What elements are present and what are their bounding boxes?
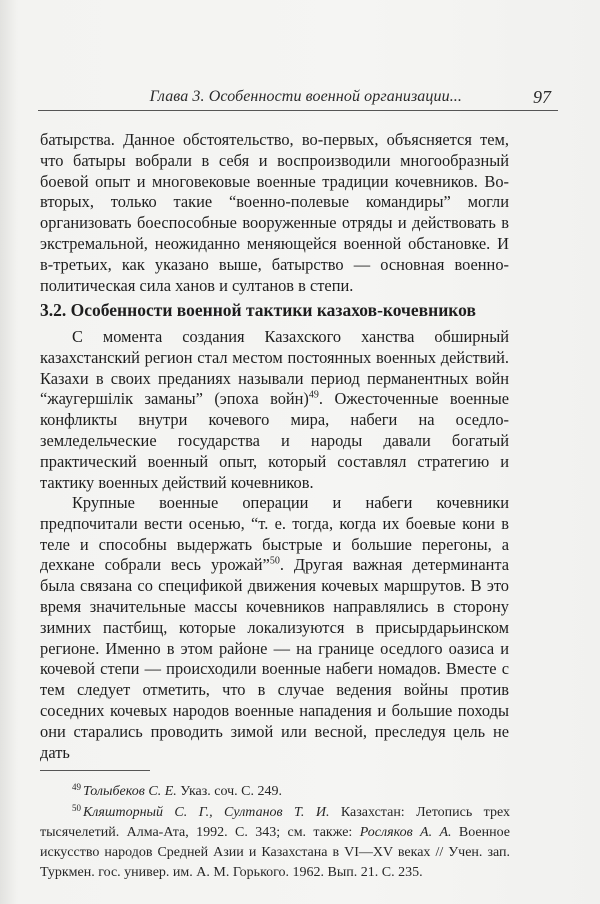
paragraph-text-continued: . Ожесточенные военные конфликты внутри кочевого мира, набеги на оседло-земледельческие государства и народы давали богатый практический военный опыт, который составлял стратегию и тактику военных действий кочевников. [40, 389, 509, 492]
section-heading: 3.2. Особенности военной тактики казахов-кочевников [40, 300, 476, 320]
paragraph-section-intro [40, 327, 509, 493]
footnote-author: Кляшторный С. Г., Султанов Т. И. [83, 805, 330, 820]
footnote-text: Указ. соч. С. 249. [176, 784, 283, 799]
paragraph-continuation: батырства. Данное обстоятельство, во-первых, объясняется тем, что батыры вобрали в себя и воспроизводили многообразный боевой опыт и многовековые военные традиции кочевников. Во-вторых, только такие “военно-полевые командиры” могли организовать боеспособные вооруженные отряды и действовать в экстремальной, неожиданно меняющейся военной обстановке. И в-третьих, как указано выше, батырство — основная военно-политическая сила ханов и султанов в степи. [40, 130, 509, 295]
header-chapter-title: Глава 3. Особенности военной организации... [149, 88, 462, 105]
footnote-ref-49[interactable]: 49 [308, 389, 319, 401]
footnote-ref-50[interactable]: 50 [269, 555, 280, 567]
footnote-number: 50 [72, 803, 81, 813]
running-header [38, 88, 558, 110]
paragraph-military-operations [40, 493, 509, 763]
footnote-author: Толыбеков С. Е. [83, 784, 177, 799]
footnote-text: Казахстан: Летопись трех тысячелетий. Алма-Ата, 1992. С. 343; см. также: [40, 805, 510, 840]
footnote-50 [40, 798, 510, 883]
paragraph-text: С момента создания Казахского ханства обширный казахстанский регион стал местом постоянных военных действий. Казахи в своих преданиях называли период перманентных войн “жаугершiлiк заманы” (эпоха войн) [40, 327, 509, 409]
paragraph-text: Крупные военные операции и набеги кочевники предпочитали вести осенью, “т. е. тогда, когда их боевые кони в теле и способны выдержать быстрые и большие перегоны, а дехкане собрали весь урожай” [40, 493, 509, 575]
footnote-text-secondary: Военное искусство народов Средней Азии и Казахстана в VI—XV веках // Учен. зап. Туркмен. гос. унивеp. им. А. М. Горького. 1962. Вып. 21. С. 235. [40, 825, 510, 880]
footnote-divider [40, 770, 150, 771]
footnote-author-secondary: Росляков А. А. [359, 825, 452, 840]
header-divider [38, 110, 558, 111]
footnote-number: 49 [72, 782, 81, 792]
paragraph-text-continued: . Другая важная детерминанта была связана со спецификой движения кочевых маршрутов. В это время значительные массы кочевников направлялись в сторону зимних пастбищ, которые локализуются в присырдарьинском регионе. Именно в этом районе — на границе оседлого оазиса и кочевой степи — происходили военные набеги номадов. Вместе с тем следует отметить, что в случае ведения войны против соседних кочевых народов военные нападения и большие походы они старались проводить зимой или весной, преследуя цель не дать [40, 555, 510, 762]
page-number: 97 [533, 87, 551, 107]
